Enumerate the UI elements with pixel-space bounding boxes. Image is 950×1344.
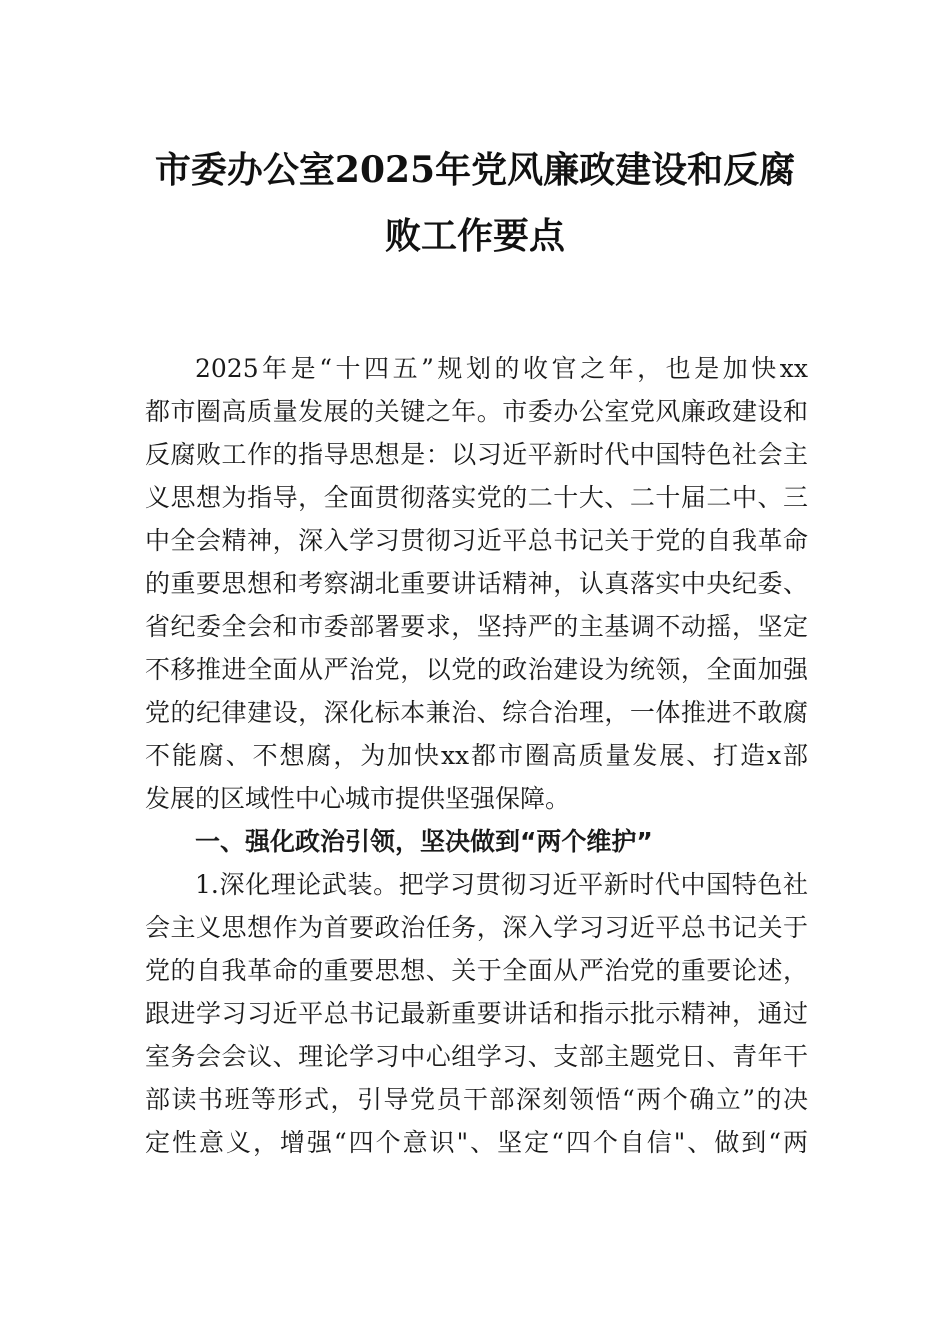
paragraph-line: 的重要思想和考察湖北重要讲话精神，认真落实中央纪委、 [145,569,808,598]
paragraph-line: 2025年是“十四五”规划的收官之年，也是加快xx [195,354,808,383]
paragraph-line: 定性意义，增强“四个意识"、坚定“四个自信"、做到“两 [145,1128,808,1157]
paragraph-line: 不能腐、不想腐，为加快xx都市圈高质量发展、打造x部 [145,741,808,770]
document-title-line-1: 市委办公室2025年党风廉政建设和反腐 [154,149,796,191]
section-heading: 一、强化政治引领，坚决做到“两个维护” [195,827,653,856]
document-title-line-2: 败工作要点 [384,215,565,257]
paragraph-line: 部读书班等形式，引导党员干部深刻领悟“两个确立”的决 [145,1085,808,1114]
paragraph-line: 不移推进全面从严治党，以党的政治建设为统领，全面加强 [145,655,808,684]
paragraph-line: 义思想为指导，全面贯彻落实党的二十大、二十届二中、三 [145,483,808,512]
paragraph-line: 党的纪律建设，深化标本兼治、综合治理，一体推进不敢腐 [145,698,808,727]
paragraph-line: 会主义思想作为首要政治任务，深入学习习近平总书记关于 [145,913,808,942]
paragraph-line: 室务会会议、理论学习中心组学习、支部主题党日、青年干 [145,1042,808,1071]
paragraph-line: 党的自我革命的重要思想、关于全面从严治党的重要论述， [145,956,808,985]
paragraph-line: 都市圈高质量发展的关键之年。市委办公室党风廉政建设和 [145,397,808,426]
paragraph-line: 中全会精神，深入学习贯彻习近平总书记关于党的自我革命 [145,526,808,555]
paragraph-line: 1.深化理论武装。把学习贯彻习近平新时代中国特色社 [195,870,808,899]
paragraph-line: 发展的区域性中心城市提供坚强保障。 [145,784,571,813]
paragraph-line: 跟进学习习近平总书记最新重要讲话和指示批示精神，通过 [145,999,808,1028]
paragraph-line: 反腐败工作的指导思想是：以习近平新时代中国特色社会主 [145,440,808,469]
paragraph-line: 省纪委全会和市委部署要求，坚持严的主基调不动摇，坚定 [145,612,808,641]
